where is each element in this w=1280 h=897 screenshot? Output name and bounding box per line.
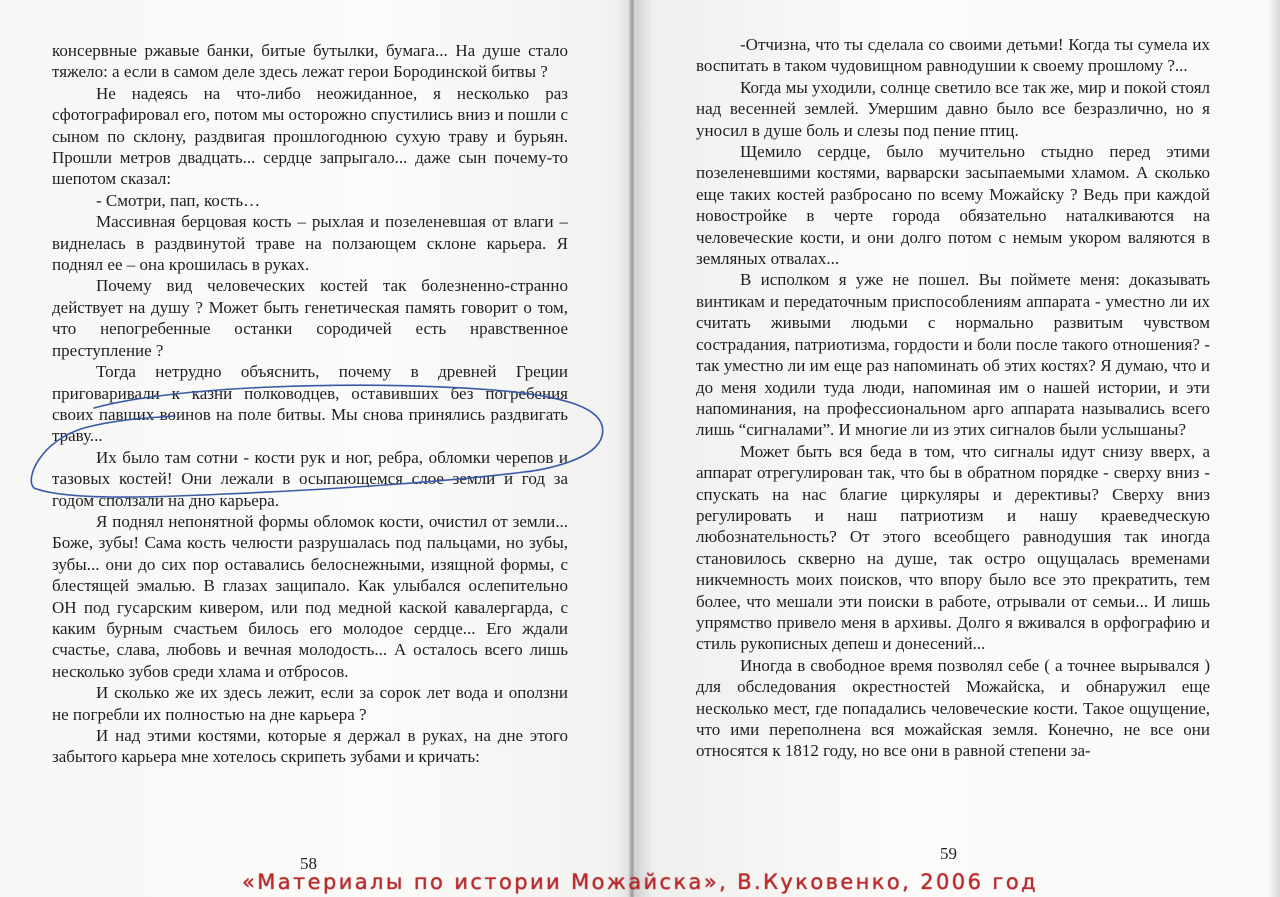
paragraph: Их было там сотни - кости рук и ног, ребра, обломки черепов и тазовых костей! Они лежали в осыпающемся слое земли и год за годом сползали на дно карьера. [52, 447, 568, 510]
scan-edge-shadow [1268, 0, 1280, 897]
paragraph: - Смотри, пап, кость… [96, 190, 261, 210]
paragraph: И над этими костями, которые я держал в руках, на дне этого забытого карьера мне хотелось скрипеть зубами и кричать: [52, 726, 568, 767]
right-page [634, 0, 1280, 897]
paragraph: Может быть вся беда в том, что сигналы идут снизу вверх, а аппарат отрегулирован так, что бы в обратном порядке - сверху вниз - спускать на нас благие циркуляры и дерективы? Сверху вниз регулировать и наш патриотизм и нашу краеведческую любознательность? От этого всеобщего равнодушия так иногда становилось скверно на душе, так остро ощущалась временами никчемность моих поисков, что впору было все это прекратить, тем более, что мешали эти поиски в работе, отрывали от семьи... И лишь упрямство привело меня в архивы. Долго я вживался в орфографию и стиль рукописных депеш и донесений... [696, 441, 1210, 654]
paragraph: Щемило сердце, было мучительно стыдно перед этими позеленевшими костями, варварски засыпаемыми хламом. А сколько еще таких костей разбросано по всему Можайску ? Ведь при каждой новостройке в черте города обязательно наталкиваются на человеческие кости, и они долго потом с немым укором валяются в земляных отвалах... [696, 142, 1210, 269]
left-page [0, 0, 634, 897]
page-number: 59 [940, 844, 957, 863]
paragraph: Я поднял непонятной формы обломок кости, очистил от земли... Боже, зубы! Сама кость челюсти разрушалась под пальцами, но зубы, зубы... они до сих пор оставались белоснежными, изящной формы, с блестящей эмалью. В глазах защипало. Как улыбался ослепительно ОН под гусарским кивером, или под медной каской кавалергарда, с каким бурным счастьем билось его молодое сердце... Его ждали счастье, слава, любовь и вечная молодость... А осталось всего лишь несколько зубов среди хлама и отбросов. [52, 511, 568, 681]
paragraph: -Отчизна, что ты сделала со своими детьми! Когда ты сумела их воспитать в таком чудовищном равнодушии к своему прошлому ?... [696, 35, 1210, 76]
page-number: 58 [300, 854, 317, 873]
paragraph: Не надеясь на что-либо неожиданное, я несколько раз сфотографировал его, потом мы осторожно спустились вниз и пошли с сыном по склону, раздвигая прошлогоднюю сухую траву и бурьян. Прошли метров двадцать... сердце запрыгало... даже сын почему-то шепотом сказал: [52, 83, 568, 189]
paragraph: Почему вид человеческих костей так болезненно-странно действует на душу ? Может быть генетическая память говорит о том, что непогребенные останки сородичей есть нравственное преступление ? [52, 276, 568, 360]
paragraph: И сколько же их здесь лежит, если за сорок лет вода и оползни не погребли их полностью на дне карьера ? [52, 683, 568, 724]
paragraph: В исполком я уже не пошел. Вы поймете меня: доказывать винтикам и передаточным приспособлениям аппарата - уместно ли их считать живыми людьми с нормально развитым чувством сострадания, патриотизма, гордости и боли после такого отношения? - так уместно ли им еще раз напоминать об этих костях? Я думаю, что и до меня ходили туда люди, напоминая им о нашей истории, и эти напоминания, на профессиональном арго аппарата назывались всего лишь “сигналами”. И многие ли из этих сигналов были услышаны? [696, 270, 1210, 440]
footer-caption: «Материалы по истории Можайска», В.Куковенко, 2006 год [241, 870, 1039, 894]
left-page-text [52, 40, 568, 768]
paragraph: Когда мы уходили, солнце светило все так же, мир и покой стоял над весенней землей. Умершим давно было все безразлично, но я уносил в душе боль и слезы под пение птиц. [696, 77, 1211, 140]
paragraph: Массивная берцовая кость – рыхлая и позеленевшая от влаги – виднелась в раздвинутой траве на ползающем склоне карьера. Я поднял ее – она крошилась в руках. [52, 212, 568, 275]
right-page-text [696, 34, 1210, 762]
paragraph: консервные ржавые банки, битые бутылки, бумага... На душе стало тяжело: а если в самом деле здесь лежат герои Бородинской битвы ? [52, 41, 568, 82]
paragraph: Тогда нетрудно объяснить, почему в древней Греции приговаривали к казни полководцев, оставивших без погребения своих павших воинов на поле битвы. Мы снова принялись раздвигать траву... [52, 362, 568, 446]
paragraph: Иногда в свободное время позволял себе ( а точнее вырывался ) для обследования окрестностей Можайска, и обнаружил еще несколько мест, где попадались человеческие кости. Такое ощущение, что ими переполнена вся можайская земля. Конечно, не все они относятся к 1812 году, но все они в равной степени за- [696, 655, 1210, 761]
